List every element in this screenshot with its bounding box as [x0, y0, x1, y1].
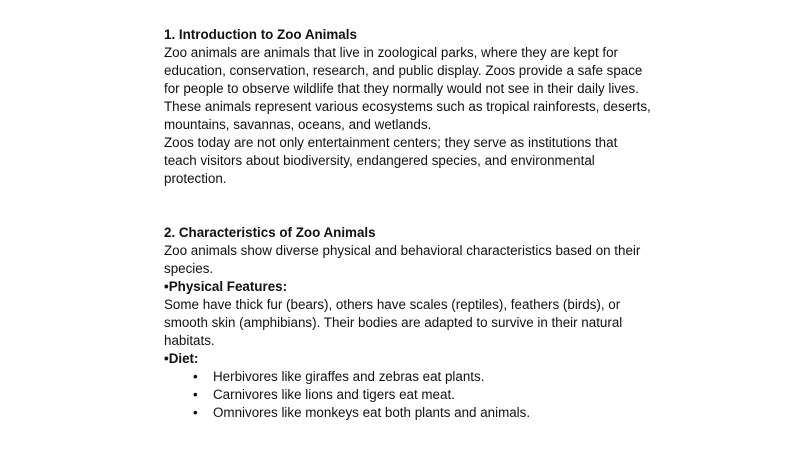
section-1-line: These animals represent various ecosystems such as tropical rainforests, deserts,: [164, 99, 651, 114]
section-1-line: Zoos today are not only entertainment centers; they serve as institutions that: [164, 135, 618, 150]
section-2-heading: 2. Characteristics of Zoo Animals: [164, 225, 376, 240]
physical-features-label: Physical Features:: [168, 279, 288, 294]
physical-features-line: habitats.: [164, 333, 215, 348]
physical-features-line: Some have thick fur (bears), others have scales (reptiles), feathers (birds), or: [164, 297, 621, 312]
slide-content: [164, 26, 674, 422]
list-item-text: Carnivores like lions and tigers eat meat.: [213, 387, 455, 402]
list-item-text: Omnivores like monkeys eat both plants and animals.: [213, 405, 531, 420]
bullet-icon: •: [193, 387, 198, 402]
section-1-line: protection.: [164, 171, 227, 186]
bullet-icon: •: [164, 351, 169, 366]
physical-features-line: smooth skin (amphibians). Their bodies are adapted to survive in their natural: [164, 315, 623, 330]
bullet-icon: •: [164, 279, 169, 294]
section-1-line: teach visitors about biodiversity, endangered species, and environmental: [164, 153, 595, 168]
section-1-line: Zoo animals are animals that live in zoological parks, where they are kept for: [164, 45, 619, 60]
section-1-line: for people to observe wildlife that they normally would not see in their daily lives.: [164, 81, 639, 96]
list-item-text: Herbivores like giraffes and zebras eat plants.: [213, 369, 485, 384]
diet-heading: [164, 350, 674, 368]
bullet-icon: •: [193, 369, 198, 384]
section-1-line: education, conservation, research, and public display. Zoos provide a safe space: [164, 63, 643, 78]
section-2-intro-line: species.: [164, 261, 214, 276]
diet-list: [164, 368, 674, 422]
list-item: [164, 404, 674, 422]
physical-features-heading: [164, 278, 674, 296]
section-2-intro-line: Zoo animals show diverse physical and behavioral characteristics based on their: [164, 243, 641, 258]
bullet-icon: •: [193, 405, 198, 420]
list-item: [164, 386, 674, 404]
section-spacer: [164, 188, 674, 224]
section-1-line: mountains, savannas, oceans, and wetlands.: [164, 117, 432, 132]
section-1-heading: 1. Introduction to Zoo Animals: [164, 27, 357, 42]
diet-label: Diet:: [168, 351, 199, 366]
list-item: [164, 368, 674, 386]
